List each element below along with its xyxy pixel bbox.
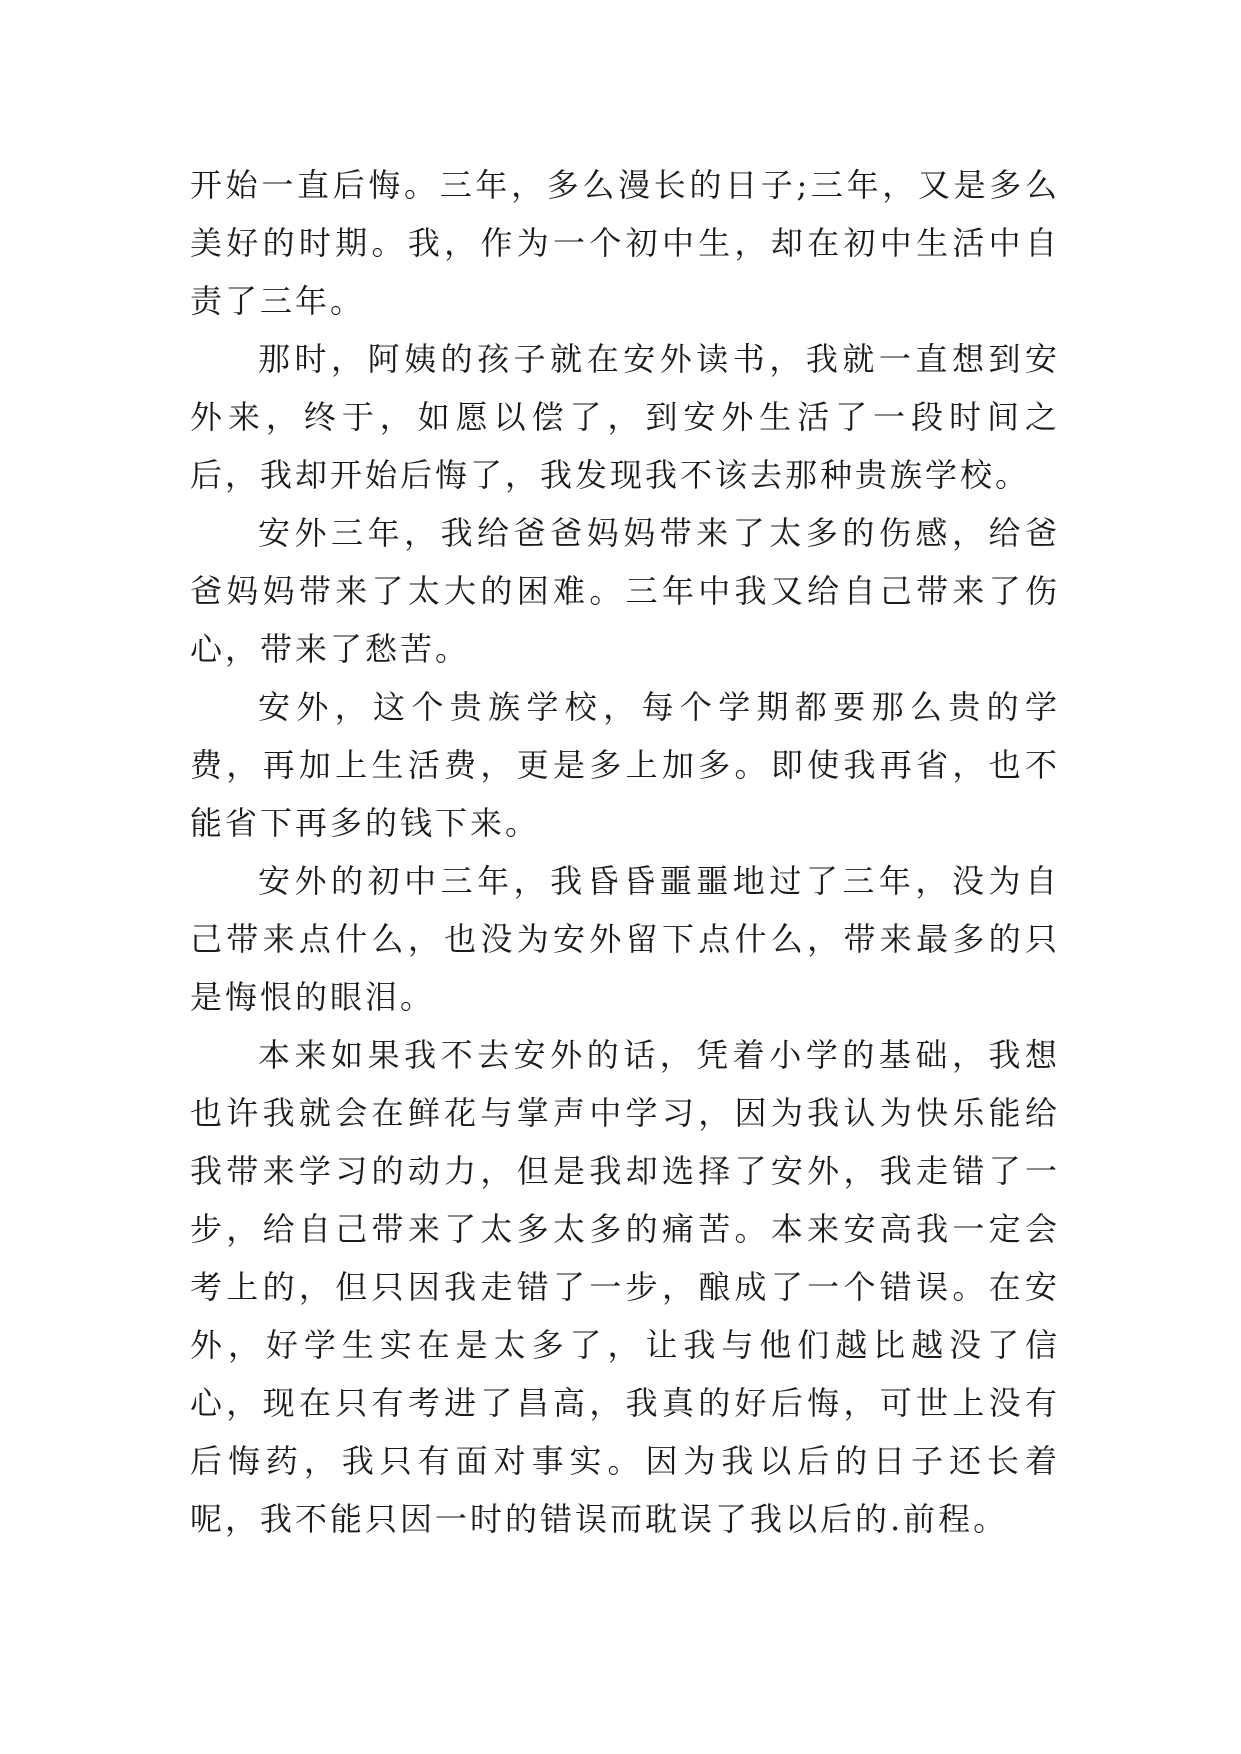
document-body	[190, 156, 1060, 1548]
paragraph-5: 安外的初中三年，我昏昏噩噩地过了三年，没为自己带来点什么，也没为安外留下点什么，带来最多的只是悔恨的眼泪。	[190, 862, 1060, 1016]
paragraph-1: 开始一直后悔。三年，多么漫长的日子;三年，又是多么美好的时期。我，作为一个初中生，却在初中生活中自责了三年。	[190, 166, 1060, 320]
paragraph-4: 安外，这个贵族学校，每个学期都要那么贵的学费，再加上生活费，更是多上加多。即使我再省，也不能省下再多的钱下来。	[190, 688, 1060, 842]
paragraph-3: 安外三年，我给爸爸妈妈带来了太多的伤感，给爸爸妈妈带来了太大的困难。三年中我又给自己带来了伤心，带来了愁苦。	[190, 514, 1060, 668]
paragraph-6: 本来如果我不去安外的话，凭着小学的基础，我想也许我就会在鲜花与掌声中学习，因为我认为快乐能给我带来学习的动力，但是我却选择了安外，我走错了一步，给自己带来了太多太多的痛苦。本来安高我一定会考上的，但只因我走错了一步，酿成了一个错误。在安外，好学生实在是太多了，让我与他们越比越没了信心，现在只有考进了昌高，我真的好后悔，可世上没有后悔药，我只有面对事实。因为我以后的日子还长着呢，我不能只因一时的错误而耽误了我以后的.前程。	[190, 1036, 1060, 1538]
paragraph-2: 那时，阿姨的孩子就在安外读书，我就一直想到安外来，终于，如愿以偿了，到安外生活了一段时间之后，我却开始后悔了，我发现我不该去那种贵族学校。	[190, 340, 1060, 494]
